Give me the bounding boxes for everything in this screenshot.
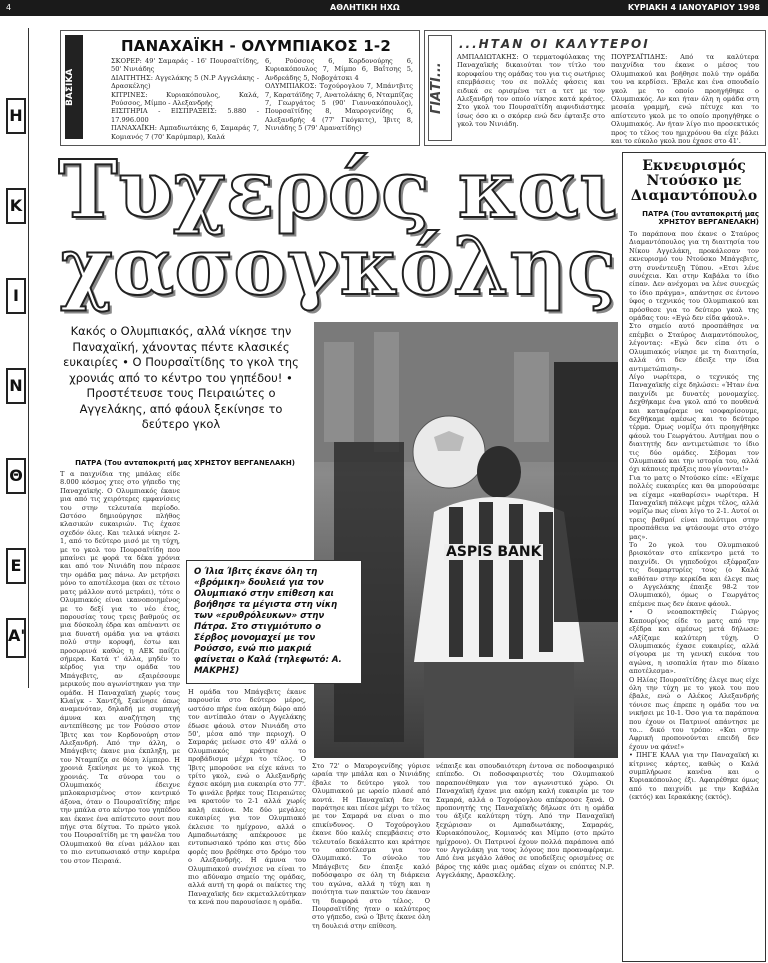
section-letter: Η [6, 98, 26, 134]
jersey-sponsor: ASPIS BANK [446, 544, 542, 560]
match-stats-box [60, 30, 420, 146]
stats-column-2: 6, Ρούσσος 6, Κορδονούρης 6, Κυριακόπουλος 7, Μίμπο 6, Βαΐτσης 5, Ανδρεάδης 5, Νοβοχάτσκι 4 ΟΛΥΜΠΙΑΚΟΣ: Τοχούρογλου 7, Μπάντβιτς 7, Καρατάϊδης 7, Ανατολάκης 6, Νταμπίζας 7, Γεωργάτος 5 (90' Γιαννακόπουλος), Πουρσαϊτίδης 8, Μαυρογενίδης 6, Αλεξανδρής 4 (77' Γκόγκιτς), Ίβιτς 8, Νινιάδης 5 (79' Αμανατίδης) [265, 57, 413, 133]
page-number: 4 [6, 3, 12, 12]
article-column-1: Τ α παιχνίδια της μπάλας είδε 8.000 κόσμος χτες στο γήπεδο της Παναχαϊκής. Ο Ολυμπιακός έκανε μια από τις χειρότερες εμφανίσεις του στην τελευταία περίοδο. Ωστόσο δημιούργησε πλήθος κλασικών ευκαιριών. Τις έχασε σχεδόν όλες. Και τελικά νίκησε 2-1, από το δεύτερο μισό με τη τύχη, με το γκολ του Πουρσαϊτίδη που μπαίνει με φορά τα δέκα χρόνια και από τον Νινιάδη που πέρασε την ομάδα μας πάνω. Αν μετρήσει μόνο το αποτέλεσμα (και σε τέτοιο ματς μάλλον αυτό μετράει), τότε ο Ολυμπιακός είναι ικανοποιημένος με το δεξί για το νέο έτος, παρουσίας τους τρεις βαθμούς σε μια δύσκολη έδρα και απέναντι σε μια δυνατή ομάδα για να φτάσει πολύ στην κορυφή, έστω και προσωρινά καθώς η ΑΕΚ παίζει σήμερα. Κατά τ' άλλα, μηδέν το κέρδος για την ομάδα του Μπάγεβιτς, αν εξαιρέσουμε μερικούς που αγωνίστηκαν για την ομάδα. Η Παναχαϊκή χωρίς τους Κλαίγκ - Χαντζή, ξεκίνησε όπως αναμενόταν, δηλαδή με συμπαγή άμυνα και αναζήτηση της αντεπίθεσης με τον Ρούσσο στον Ίβιτς και τον Κορδονούρη στον Αλεξανδρή. Από την άλλη, ο Μπάγεβιτς έκανε μια έκπληξη, με τον Νταμπίζα σε θέση λίμπερο. Η χρονιά ξεκίνησε με το γκολ της χρονιάς. Τα σύνορα του ο Ολυμπιακός έδειχνε μπλοκαρισμένος στον κεντρικό άξονα, όταν ο Πουρσαϊτίδης πήρε την μπάλα στο κέντρο του γηπέδου και έκανε ένα απίστευτο σουτ που πήγε στα δίχτυα. Το πρώτο γκολ του Πουρσαϊτίδη με τη φανέλα του Ολυμπιακού θα είναι μάλλον και το πιο εντυπωσιακό στην καριέρα του στον Πειραιά. [60, 470, 180, 865]
section-letter: Ι [6, 278, 26, 314]
side-article-byline: ΠΑΤΡΑ (Του ανταποκριτή μας ΧΡΗΣΤΟΥ ΒΕΡΓΑΝΕΛΑΚΗ) [642, 210, 759, 226]
match-photo [314, 322, 618, 758]
match-result-title: ΠΑΝΑΧΑΪΚΗ - ΟΛΥΜΠΙΑΚΟΣ 1-2 [121, 37, 391, 55]
byline: ΠΑΤΡΑ (Του ανταποκριτή μας ΧΡΗΣΤΟΥ ΒΕΡΓΑΝΕΛΑΚΗ) [75, 459, 295, 467]
section-letter: Θ [6, 458, 26, 494]
stats-column-1: ΣΚΟΡΕΡ: 49' Σαμαράς - 16' Πουρσαϊτίδης, 50' Νινιάδης ΔΙΑΙΤΗΤΗΣ: Αγγελάκης 5 (Ν.Ρ Αγγελάκης - Δρασκέλης) ΚΙΤΡΙΝΕΣ: Κυριακόπουλος, Καλά, Ρούσσος, Μίμπο - Αλεξανδρής ΕΙΣΙΤΗΡΙΑ - ΕΙΣΠΡΑΞΕΙΣ: 5.880 - 17.996.000 ΠΑΝΑΧΑΪΚΗ: Αμπαδιωτάκης 6, Σαμαράς 7, Κομιανός 7 (70' Καρύμπαρ), Καλά [111, 57, 259, 141]
article-column-4: νέπαιξε και σπουδαιότερη έντονα σε ποδοσφαιρικό επίπεδο. Οι ποδοσφαιριστές του Ολυμπιακού παραπονέθηκαν για τον αγωνιστικό χώρο. Οι Παναχαϊκή έχανε μια ακόμη καλή ευκαιρία με τον Σαμαρά, αλλά ο Τοχούρογλου απέκρουσε ξανά. Ο προπονητής της Παναχαϊκής δήλωσε ότι η ομάδα του άξιζε καλύτερη τύχη. Από την Παναχαϊκή ξεχώρισαν οι Αμπαδιωτάκης, Σαμαράς, Κυριακόπουλος, Κομιανός και Μίμπο (στο πρώτο ημίχρονο). Οι Πατρινοί έχουν πολλά παράπονα από τον Αγγελάκη για τους λόγους που προαναφέραμε. Από ένα μεγάλο λάθος σε υποδείξεις ορισμένες σε βάρος της κάθε μιας ομάδας είχαν οι επόπτες Ν.Ρ. Αγγελάκης, Δρασκέλης. [436, 762, 614, 880]
issue-date: ΚΥΡΙΑΚΗ 4 ΙΑΝΟΥΑΡΙΟΥ 1998 [627, 3, 760, 12]
stats-tag: ΒΑΣΙΚΑ [65, 35, 83, 139]
article-column-2: Η ομάδα του Μπάγεβιτς έκανε παρουσία στο δεύτερο μέρος, ωστόσο πήρε ένα ακόμη δώρο από τον αντίπαλο όταν ο Αγγελάκης έδωσε φάουλ στον Νινιάδη στο 50', μέσα από την περιοχή. Ο Σαμαράς μείωσε στο 49' αλλά ο Ολυμπιακός κράτησε το προβάδισμα μέχρι το τέλος. Ο Ίβιτς μπορούσε να είχε κάνει το τρίτο γκολ, ενώ ο Αλεξανδρής έχασε ακόμη μια ευκαιρία στο 77'. Το φινάλε βρήκε τους Πειραιώτες να κρατούν το 2-1 αλλά χωρίς καλή εικόνα. Με δύο μεγάλες ευκαιρίες για τον Ολυμπιακό έκλεισε το ημίχρονο, αλλά ο Αμπαδιωτάκης απέκρουσε με εντυπωσιακό τρόπο και στις δύο φορές που βρέθηκε στο δρόμο του ο Αλεξανδρής. Η άμυνα του Ολυμπιακού συνέχισε να είναι το πιο αδύναμο σημείο της ομάδας, αλλά αυτή τη φορά οι παίκτες της Παναχαϊκής δεν εκμεταλλεύτηκαν τα κενά που παρουσίασε η ομάδα. [188, 688, 306, 907]
article-column-3: Στο 72' ο Μαυρογενίδης γύρισε ωραία την μπάλα και ο Νινιάδης έβαλε το δεύτερο γκολ του Ολυμπιακού με ωραίο πλασέ από κοντά. Η Παναχαϊκή δεν τα παράτησε και πίεσε μέχρι το τέλος με τον Σαμαρά να είναι ο πιο επικίνδυνος. Ο Τοχούρογλου έκανε δύο καλές επεμβάσεις στο τελευταίο δεκάλεπτο και κράτησε το αποτέλεσμα για τον Ολυμπιακό. Το σύνολο του Μπάγεβιτς δεν έπαιξε καλό ποδόσφαιρο σε όλη τη διάρκεια του αγώνα, αλλά η τύχη και η ποιότητα των παικτών του έκαναν τη διαφορά στο τέλος. Ο Πουρσαϊτίδης ήταν ο καλύτερος στο γήπεδο, ενώ ο Ίβιτς έκανε όλη τη δουλειά στην επίθεση. [312, 762, 430, 930]
headline-line-2: χασογκόλης [60, 219, 616, 313]
why-column-1: ΑΜΠΑΔΙΩΤΑΚΗΣ: Ο τερματοφύλακας της Παναχαϊκής δικαιούται τον τίτλο του κορυφαίου της ομάδας του για τις σωτήριες επεμβάσεις του σε πολλές φάσεις και ειδικά σε ορισμένα τετ α τετ με τον Αλεξανδρή τον οποίο νίκησε κατά κράτος. Στο γκολ του Πουρσαϊτίδη αιφνιδιάστηκε ίσως όσο κι ο σκόρερ ενώ δεν έφταιξε στο γκολ του Νινιάδη. [457, 53, 605, 129]
side-article-title: Εκνευρισμός Ντούσκο με Διαμαντόπουλο [630, 158, 758, 204]
why-column-2: ΠΟΥΡΣΑΪΤΙΔΗΣ: Από τα καλύτερα παιχνίδια του έκανε ο μέσος του Ολυμπιακού και βοήθησε πολύ την ομάδα του να κερδίσει. Έβαλε και ένα σπουδαίο γκολ με το οποίο προηγήθηκε ο Ολυμπιακός. Αν και ήταν όλη η ομάδα στη μεσαία γραμμή, ενώ πέτυχε και το απίστευτο γκολ με το οποίο προηγήθηκε ο Ολυμπιακός. Αν ήταν λίγο πιο προσεκτικός προς το τέλος του ημιχρόνου θα είχε βάλει και το εύκολο γκολ που έχασε στο 41'. [611, 53, 759, 146]
section-letter: Ν [6, 368, 26, 404]
why-title: ...ΗΤΑΝ ΟΙ ΚΑΛΥΤΕΡΟΙ [459, 37, 650, 51]
headline-line-1: Τυχερός και [58, 142, 618, 236]
why-tag: ΓΙΑΤΙ... [428, 35, 452, 141]
why-box [424, 30, 766, 146]
section-letter: Ε [6, 548, 26, 584]
photo-illustration [314, 322, 618, 758]
side-article-text: Το παράπονα που έκανε ο Σταύρος Διαμαντόπουλος για τη διαιτησία του Νίκου Αγγελάκη, προκάλεσαν τον εκνευρισμό του Ντούσκο Μπάγεβιτς, στη συνέντευξη Τύπου. «Ετσι λένε συνέχεια. Και στην Καβάλα το ίδιο είπαν. Δεν ανέχομαι να λένε συνεχώς το ίδιο πράγμα», απάντησε σε έντονο ύφος ο τεχνικός του Ολυμπιακού και πρόσθεσε για το δεύτερο γκολ της ομάδας του: «Εγώ δεν είδα φάουλ». Στο σημείο αυτό προσπάθησε να επέμβει ο Σταύρος Διαμαντόπουλος, λέγοντας: «Εγώ δεν είπα ότι ο Ολυμπιακός νίκησε με τη διαιτησία, αλλά ότι δεν έδειξε την ίδια αντιμετώπιση». Λίγο νωρίτερα, ο τεχνικός της Παναχαϊκής είχε δηλώσει: «Ήταν ένα παιχνίδι με δυνατές μονομαχίες. Δεχθήκαμε ένα γκολ από το πουθενά και καταφέραμε να ισοφαρίσουμε, δεχθήκαμε αμέσως και το δεύτερο τέρμα. Όμως νομίζω ότι προηγήθηκε φάουλ του Γεωργάτου. Αυτήμαι που ο διαιτητής δεν αντιμετώπισε το ίδιο τις δύο ομάδες. Σέβομαι τον Ολυμπιακό και την ιστορία του, αλλά όχι κάποιες πράξεις που γίνονται!» Για το ματς ο Ντούσκο είπε: «Είχαμε πολλές ευκαιρίες και θα μπορούσαμε να είχαμε «καθαρίσει» νωρίτερα. Η Παναχαϊκή πάλεψε μέχρι τέλος, αλλά νομίζω πως είναι λίγο το 2-1. Αυτοί οι τρεις βαθμοί είναι πολύτιμοι στην προσπάθεια να φτάσουμε στο στόχο μας». Το 2ο γκολ του Ολυμπιακού βρισκόταν στο επίκεντρο μετά το παιχνίδι. Οι γηπεδούχοι εξέφραζαν τις διαμαρτυρίες τους (ο Καλά καθόταν στην κερκίδα και έλεγε πως ο Αγγελάκης έπαιξε 98-2 τον Ολυμπιακό), όμως ο Γεωργάτος επέμενε πως δεν έκανε φάουλ. • Ο νεοαποκτηθείς Γιώργος Καπουρίγος είδε το ματς από την εξέδρα και αμέσως μετά δήλωσε: «Αξίζαμε καλύτερη τύχη. Ο Ολυμπιακός έχασε ευκαιρίες, αλλά σίγουρα με τη γενική εικόνα του αγώνα, η ισοπαλία ήταν πιο δίκαιο αποτέλεσμα». Ο Ηλίας Πουρσαϊτίδης έλεγε πως είχε όλη την τύχη με το γκολ του που έβαλε, ενώ ο Αλέκος Αλεξανδρής τόνισε πως έπρεπε η ομάδα του να νικήσει με 10-1. Όσο για τα παράπονα που έχουν οι Πατρινοί απάντησε με το... δικό του τρόπο: «Και στην Αφρική προπονούνται επειδή δεν έχουν να φάνε!» • ΠΗΓΕ ΚΑΛΑ για την Παναχαϊκή κι κίτρινες κάρτες, καθώς ο Καλά συμπλήρωσε κανένα και ο Κυριακόπουλος έξι. Αφαιρέθηκε όμως από το παιχνίδι με την Καβάλα (εκτός) και Ιερακάκης (εκτός). [629, 230, 759, 802]
paper-name: ΑΘΛΗΤΙΚΗ ΗΧΩ [330, 3, 400, 12]
photo-caption: Ο Ίλια Ίβιτς έκανε όλη τη «βρόμικη» δουλειά για τον Ολυμπιακό στην επίθεση και βοήθησε τα μέγιστα στη νίκη των «ερυθρόλευκων» στην Πάτρα. Στο στιγμιότυπο ο Σέρβος μονομαχεί με τον Ρούσσο, ενώ πιο μακριά φαίνεται ο Καλά (τηλεφωτό: Α. ΜΑΚΡΗΣ) [186, 560, 362, 684]
section-letter: Κ [6, 188, 26, 224]
section-letter: Α' [6, 618, 26, 658]
section-spine [4, 28, 29, 688]
subheadline: Κακός ο Ολυμπιακός, αλλά νίκησε την Παναχαϊκή, χάνοντας πέντε κλασικές ευκαιρίες • Ο Πουρσαϊτίδης το γκολ της χρονιάς από το κέντρο του γηπέδου! • Προστέτευσε τους Πειραιώτες ο Αγγελάκης, από φάουλ ξεκίνησε το δεύτερο γκολ [63, 324, 299, 431]
top-bar [0, 0, 768, 16]
side-article [622, 152, 766, 962]
